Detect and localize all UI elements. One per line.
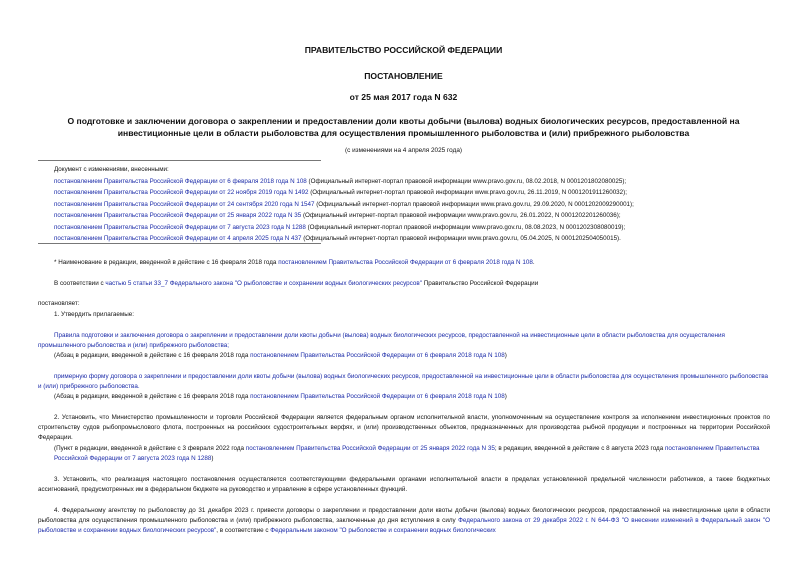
rules-link[interactable]: Правила подготовки и заключения договора о закреплении и предоставлении доли квоты добычи (вылова) водных биологических ресурсов, предоставленной на инвестиционные цели в области рыболовства для осуществления промышленного рыболовства и (или) прибрежного рыболовства; xyxy=(38,332,725,349)
amendment-item: постановлением Правительства Российской Федерации от 6 февраля 2018 года N 108 (Официальный интернет-портал правовой информации www.pravo.gov.ru, 08.02.2018, N 0001201802080025); xyxy=(54,177,627,185)
amendment-link[interactable]: постановлением Правительства Российской Федерации от 4 апреля 2025 года N 437 xyxy=(54,235,302,242)
amendment-item: постановлением Правительства Российской Федерации от 22 ноября 2019 года N 1492 (Официальный интернет-портал правовой информации www.pravo.gov.ru, 26.11.2019, N 0001201911260032); xyxy=(54,189,627,196)
document-date-number: от 25 мая 2017 года N 632 xyxy=(349,92,458,102)
item-4-law-link[interactable]: Федерального закона от 29 декабря 2022 г. N 644-ФЗ "О внесении изменений в Федеральный закон "О рыболовстве и сохранении водных биологических ресурсов" xyxy=(38,516,770,534)
amendment-item: постановлением Правительства Российской Федерации от 24 сентября 2020 года N 1547 (Официальный интернет-портал правовой информации www.pravo.gov.ru, 29.09.2020, N 0001202009290001); xyxy=(54,200,634,208)
decrees-word: постановляет: xyxy=(38,300,80,307)
divider-top xyxy=(38,160,321,161)
amendment-item: постановлением Правительства Российской Федерации от 25 января 2022 года N 35 (Официальный интернет-портал правовой информации www.pravo.gov.ru, 26.01.2022, N 0001202201260036); xyxy=(54,212,621,219)
document-type: ПОСТАНОВЛЕНИЕ xyxy=(364,71,443,81)
amendment-link[interactable]: постановлением Правительства Российской Федерации от 22 ноября 2019 года N 1492 xyxy=(54,189,309,196)
footnote-link[interactable]: постановлением Правительства Российской Федерации от 6 февраля 2018 года N 108 xyxy=(278,259,533,266)
legal-basis: В соответствии с частью 5 статьи 33_7 Федерального закона "О рыболовстве и сохранении водных биологических ресурсов" Правительство Российской Федерации xyxy=(54,280,539,287)
item-3: 3. Установить, что реализация настоящего постановления осуществляется соответствующими федеральными органами исполнительной власти в пределах установленной предельной численности работников, а также бюджетных ассигнований, предусмотренных им в федеральном бюджете на руководство и управление в сфере установленных функций. xyxy=(38,476,770,493)
edit-note-3: (Пункт в редакции, введенной в действие с 3 февраля 2022 года постановлением Правительства Российской Федерации от 25 января 2022 года N 35; в редакции, введенной в действие с 8 августа 2023 года постановлением Правительства Российской Федерации от 7 августа 2023 года N 1288) xyxy=(54,445,760,462)
revision-note: (с изменениями на 4 апреля 2025 года) xyxy=(345,147,462,154)
divider-bottom xyxy=(38,243,321,244)
document-title: О подготовке и заключении договора о закреплении и предоставлении доли квоты добычи (вылова) водных биологических ресурсов, предоставленной на инвестиционные цели в области рыболовства для осуществления промышленного рыболовства и (или) прибрежного рыболовства xyxy=(67,116,740,138)
edit-note-2-link[interactable]: постановлением Правительства Российской Федерации от 6 февраля 2018 года N 108 xyxy=(250,393,505,400)
edit-note-3-link-2[interactable]: постановлением Правительства Российской Федерации от 7 августа 2023 года N 1288 xyxy=(54,445,760,462)
item-4: 4. Федеральному агентству по рыболовству до 31 декабря 2023 г. привести договоры о закреплении и предоставлении доли квоты добычи (вылова) водных биологических ресурсов, предоставленной на инвестиционные цели в области рыболовства для осуществления промышленного рыболовства и (или) прибрежного рыболовства, заключенные до дня вступления в силу Федерального закона от 29 декабря 2022 г. N 644-ФЗ "О внесении изменений в Федеральный закон "О рыболовстве и сохранении водных биологических ресурсов", в соответствие с Федеральным законом "О рыболовстве и сохранении водных биологических xyxy=(38,507,770,534)
amendment-link[interactable]: постановлением Правительства Российской Федерации от 7 августа 2023 года N 1288 xyxy=(54,223,306,231)
item-4-fisheries-law-link[interactable]: Федеральным законом "О рыболовстве и сохранении водных биологических xyxy=(270,526,496,534)
rules-paragraph xyxy=(38,331,770,351)
edit-note-2: (Абзац в редакции, введенной в действие с 16 февраля 2018 года постановлением Правительства Российской Федерации от 6 февраля 2018 года N 108) xyxy=(54,393,507,400)
amendment-link[interactable]: постановлением Правительства Российской Федерации от 6 февраля 2018 года N 108 xyxy=(54,177,307,185)
government-heading: ПРАВИТЕЛЬСТВО РОССИЙСКОЙ ФЕДЕРАЦИИ xyxy=(304,45,503,55)
edit-note-1: (Абзац в редакции, введенной в действие с 16 февраля 2018 года постановлением Правительства Российской Федерации от 6 февраля 2018 года N 108) xyxy=(54,352,507,359)
contract-form-link[interactable]: примерную форму договора о закреплении и предоставлении доли квоты добычи (вылова) водных биологических ресурсов, предоставленной на инвестиционные цели в области рыболовства для осуществления промышленного рыболовства и (или) прибрежного рыболовства. xyxy=(38,373,769,390)
edit-note-3-link-1[interactable]: постановлением Правительства Российской Федерации от 25 января 2022 года N 35 xyxy=(245,445,495,452)
amendment-link[interactable]: постановлением Правительства Российской Федерации от 24 сентября 2020 года N 1547 xyxy=(54,200,315,208)
edit-note-1-link[interactable]: постановлением Правительства Российской Федерации от 6 февраля 2018 года N 108 xyxy=(250,352,505,359)
amendments-list xyxy=(54,164,794,245)
amendment-link[interactable]: постановлением Правительства Российской Федерации от 25 января 2022 года N 35 xyxy=(54,212,302,219)
basis-law-link[interactable]: частью 5 статьи 33_7 Федерального закона "О рыболовстве и сохранении водных биологических ресурсов" xyxy=(105,280,422,287)
item-1: 1. Утвердить прилагаемые: xyxy=(54,311,134,318)
amendment-item: постановлением Правительства Российской Федерации от 7 августа 2023 года N 1288 (Официальный интернет-портал правовой информации www.pravo.gov.ru, 08.08.2023, N 0001202308080019); xyxy=(54,223,626,231)
item-2: 2. Установить, что Министерство промышленности и торговли Российской Федерации является федеральным органом исполнительной власти, уполномоченным на осуществление контроля за исполнением инвестиционных проектов по строительству судов рыбопромыслового флота, построенных на российских судостроительных верфях, и (или) производственных объектов, предназначенных для производства рыбной продукции и построенных на территории Российской Федерации. xyxy=(38,414,770,441)
form-paragraph xyxy=(38,372,770,392)
amendment-item: постановлением Правительства Российской Федерации от 4 апреля 2025 года N 437 (Официальный интернет-портал правовой информации www.pravo.gov.ru, 05.04.2025, N 0001202504050015). xyxy=(54,235,621,242)
title-footnote: * Наименование в редакции, введенной в действие с 16 февраля 2018 года постановлением Правительства Российской Федерации от 6 февраля 2018 года N 108. xyxy=(54,259,535,266)
amendments-intro: Документ с изменениями, внесенными: xyxy=(54,166,169,173)
